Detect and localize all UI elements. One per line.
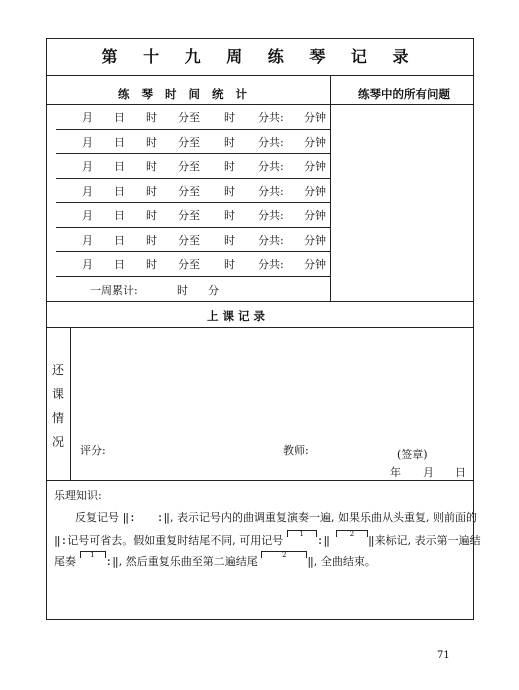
column-divider <box>330 75 331 301</box>
page-title: 第 十 九 周 练 琴 记 录 <box>101 47 419 66</box>
theory-text: 记号可省去。假如重复时结尾不同, 可用记号 <box>67 534 284 547</box>
row-label-day: 日 <box>114 209 125 222</box>
review-char: 课 <box>51 387 64 401</box>
row-label-minutes: 分钟 <box>304 160 326 173</box>
theory-text: , 表示记号内的曲调重复演奏一遍, 如果乐曲从头重复, 则前面的 <box>170 511 477 524</box>
row-label-month: 月 <box>82 160 93 173</box>
theory-heading: 乐理知识: <box>54 489 102 502</box>
date-day: 日 <box>455 466 466 479</box>
theory-text: , 全曲结束。 <box>313 555 376 568</box>
row-label-hour1: 时 <box>146 135 157 149</box>
row-label-hour1: 时 <box>146 111 157 124</box>
date-year: 年 <box>390 466 401 479</box>
divider <box>46 327 474 328</box>
practice-row <box>56 202 330 226</box>
practice-row <box>56 104 330 128</box>
row-label-hour2: 时 <box>224 135 235 149</box>
row-label-hour2: 时 <box>224 209 235 222</box>
theory-text: 尾奏 <box>54 555 76 568</box>
theory-text: , 然后重复乐曲至第二遍结尾 <box>118 555 258 568</box>
weekly-total-hour: 时 <box>177 284 188 297</box>
row-label-minutes: 分钟 <box>304 209 326 222</box>
review-notes-area[interactable] <box>72 329 472 439</box>
row-label-hour1: 时 <box>146 209 157 222</box>
row-label-minutes: 分钟 <box>304 258 326 271</box>
row-label-day: 日 <box>114 233 125 247</box>
date-month: 月 <box>423 466 434 479</box>
teacher-label: 教师: <box>283 444 309 457</box>
row-label-minute-to: 分至 <box>178 111 200 124</box>
row-label-minute-total: 分共: <box>258 209 284 222</box>
row-label-hour2: 时 <box>224 160 235 173</box>
practice-header: 练 琴 时 间 统 计 <box>118 87 252 101</box>
row-label-month: 月 <box>82 111 93 124</box>
row-label-day: 日 <box>114 111 125 124</box>
second-ending-mark: 2 <box>336 530 368 537</box>
row-label-minutes: 分钟 <box>304 111 326 124</box>
row-label-minute-to: 分至 <box>178 184 200 198</box>
divider <box>46 480 474 481</box>
practice-row <box>56 227 330 251</box>
page-number: 71 <box>437 650 450 661</box>
row-label-hour1: 时 <box>146 233 157 247</box>
row-label-hour2: 时 <box>224 111 235 124</box>
weekly-total-minute: 分 <box>208 284 219 297</box>
first-ending-mark: 1 <box>80 551 106 558</box>
row-label-minute-total: 分共: <box>258 160 284 173</box>
repeat-end-symbol: :‖ <box>105 555 119 568</box>
first-ending-mark: 1 <box>287 530 317 537</box>
row-label-day: 日 <box>114 258 125 271</box>
row-label-hour1: 时 <box>146 160 157 173</box>
practice-row <box>56 129 330 153</box>
review-char: 况 <box>51 435 64 449</box>
repeat-end-symbol: :‖ <box>316 534 330 547</box>
row-label-minute-total: 分共: <box>258 184 284 198</box>
row-label-month: 月 <box>82 135 93 149</box>
row-label-hour1: 时 <box>146 258 157 271</box>
practice-row <box>56 178 330 202</box>
repeat-end-symbol: :‖ <box>156 511 170 524</box>
final-bar-symbol: ‖ <box>368 534 375 547</box>
signature-label: (签章) <box>397 448 428 461</box>
row-label-minute-total: 分共: <box>258 258 284 271</box>
review-char: 还 <box>51 363 64 377</box>
theory-line-2 <box>54 530 481 548</box>
repeat-start-symbol: ‖: <box>54 534 68 547</box>
divider <box>46 75 474 76</box>
second-ending-mark: 2 <box>261 551 307 558</box>
row-label-hour2: 时 <box>224 233 235 247</box>
row-label-minute-total: 分共: <box>258 135 284 149</box>
row-label-minute-to: 分至 <box>178 160 200 173</box>
row-label-month: 月 <box>82 233 93 247</box>
grade-label: 评分: <box>80 444 106 457</box>
row-label-hour2: 时 <box>224 184 235 198</box>
row-label-minutes: 分钟 <box>304 184 326 198</box>
lesson-header: 上 课 记 录 <box>207 309 266 323</box>
row-label-minute-to: 分至 <box>178 209 200 222</box>
row-label-minutes: 分钟 <box>304 135 326 149</box>
column-divider <box>70 327 71 480</box>
row-label-minute-total: 分共: <box>258 233 284 247</box>
row-label-month: 月 <box>82 184 93 198</box>
row-label-minute-to: 分至 <box>178 135 200 149</box>
row-label-month: 月 <box>82 258 93 271</box>
issues-header: 练琴中的所有问题 <box>358 87 450 101</box>
theory-line-1 <box>75 509 477 525</box>
row-divider <box>56 276 330 277</box>
review-char: 情 <box>51 411 64 425</box>
row-label-minutes: 分钟 <box>304 233 326 247</box>
theory-text: 反复记号 <box>75 511 119 524</box>
practice-row <box>56 251 330 275</box>
practice-row <box>56 153 330 177</box>
row-label-minute-to: 分至 <box>178 258 200 271</box>
row-label-day: 日 <box>114 135 125 149</box>
row-label-minute-total: 分共: <box>258 111 284 124</box>
divider <box>46 301 474 302</box>
final-bar-symbol: ‖ <box>307 555 314 568</box>
row-label-day: 日 <box>114 184 125 198</box>
row-label-minute-to: 分至 <box>178 233 200 247</box>
row-label-month: 月 <box>82 209 93 222</box>
theory-text: 来标记, 表示第一遍结 <box>374 534 481 547</box>
theory-line-3 <box>54 551 376 569</box>
row-label-hour1: 时 <box>146 184 157 198</box>
review-label <box>46 358 70 454</box>
weekly-total-label: 一周累计: <box>90 284 138 297</box>
repeat-start-symbol: ‖: <box>122 511 136 524</box>
row-label-hour2: 时 <box>224 258 235 271</box>
row-label-day: 日 <box>114 160 125 173</box>
